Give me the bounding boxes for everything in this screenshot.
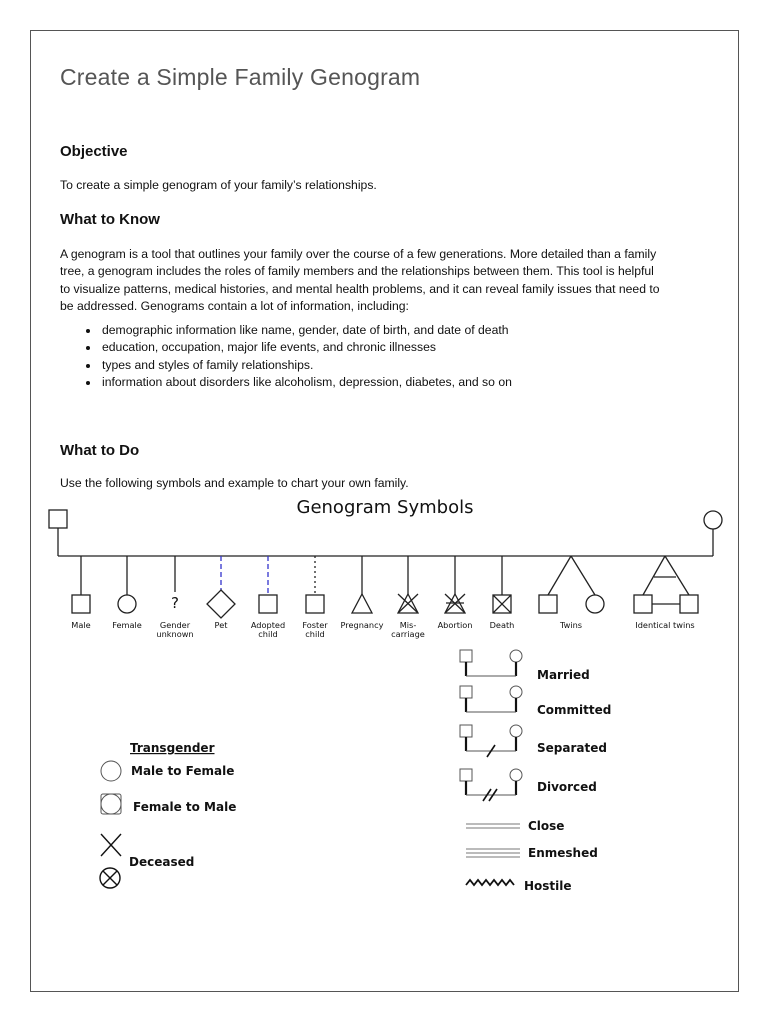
genogram-title: Genogram Symbols <box>296 497 474 518</box>
symbol-label: Death <box>489 620 515 630</box>
male-to-female-label: Male to Female <box>131 764 235 778</box>
symbol-label: Pet <box>214 620 228 630</box>
hostile-label: Hostile <box>524 879 572 893</box>
what-to-do-text: Use the following symbols and example to chart your own family. <box>60 476 409 490</box>
adopted-child-icon <box>259 595 277 613</box>
symbol-label: Twins <box>559 620 583 630</box>
bullet-item: • demographic information like name, gender, date of birth, and date of death <box>100 322 660 339</box>
objective-heading: Objective <box>60 143 128 160</box>
twin-female-icon <box>586 595 604 613</box>
symbol-label: unknown <box>156 629 194 639</box>
symbol-label: child <box>305 629 325 639</box>
parent-female-icon <box>704 511 722 529</box>
divorced-label: Divorced <box>537 780 597 794</box>
bullet-item: • types and styles of family relationships. <box>100 357 660 374</box>
symbol-label: Female <box>112 620 142 630</box>
deceased-label: Deceased <box>129 855 195 869</box>
foster-child-icon <box>306 595 324 613</box>
symbol-label: child <box>258 629 278 639</box>
male-to-female-icon <box>101 761 121 781</box>
separated-label: Separated <box>537 741 607 755</box>
symbol-label: Adopted <box>250 620 286 630</box>
pregnancy-icon <box>352 594 372 613</box>
what-to-know-text: A genogram is a tool that outlines your family over the course of a few generations. More detailed than a family tree, a genogram includes the roles of family members and the relationships between them. This tool is helpful to visualize patterns, medical histories, and mental health problems, and it can reveal family issues that need to be addressed. Genograms contain a lot of information, including: <box>60 247 660 314</box>
enmeshed-label: Enmeshed <box>528 846 598 860</box>
close-label: Close <box>528 819 565 833</box>
symbol-label: carriage <box>391 629 425 639</box>
identical-twin-icon <box>680 595 698 613</box>
symbol-label: Abortion <box>437 620 473 630</box>
symbol-label: Identical twins <box>635 620 695 630</box>
symbol-label: Foster <box>302 620 328 630</box>
symbol-label: Pregnancy <box>340 620 384 630</box>
what-to-know-heading: What to Know <box>60 211 160 228</box>
pet-diamond-icon <box>207 590 235 618</box>
transgender-heading: Transgender <box>130 741 215 755</box>
gender-unknown-glyph: ? <box>171 594 179 612</box>
what-to-do-heading: What to Do <box>60 442 140 459</box>
symbol-label: Gender <box>159 620 191 630</box>
symbol-label: Mis- <box>399 620 417 630</box>
committed-label: Committed <box>537 703 612 717</box>
married-label: Married <box>537 668 590 682</box>
symbol-label: Male <box>71 620 91 630</box>
identical-twin-icon <box>634 595 652 613</box>
twin-male-icon <box>539 595 557 613</box>
male-icon <box>72 595 90 613</box>
parent-male-icon <box>49 510 67 528</box>
bullet-item: • information about disorders like alcoholism, depression, diabetes, and so on <box>100 374 660 391</box>
page-title: Create a Simple Family Genogram <box>60 64 421 90</box>
objective-text: To create a simple genogram of your family’s relationships. <box>60 178 377 192</box>
bullet-item: • education, occupation, major life events, and chronic illnesses <box>100 339 660 356</box>
female-to-male-label: Female to Male <box>133 800 237 814</box>
female-icon <box>118 595 136 613</box>
